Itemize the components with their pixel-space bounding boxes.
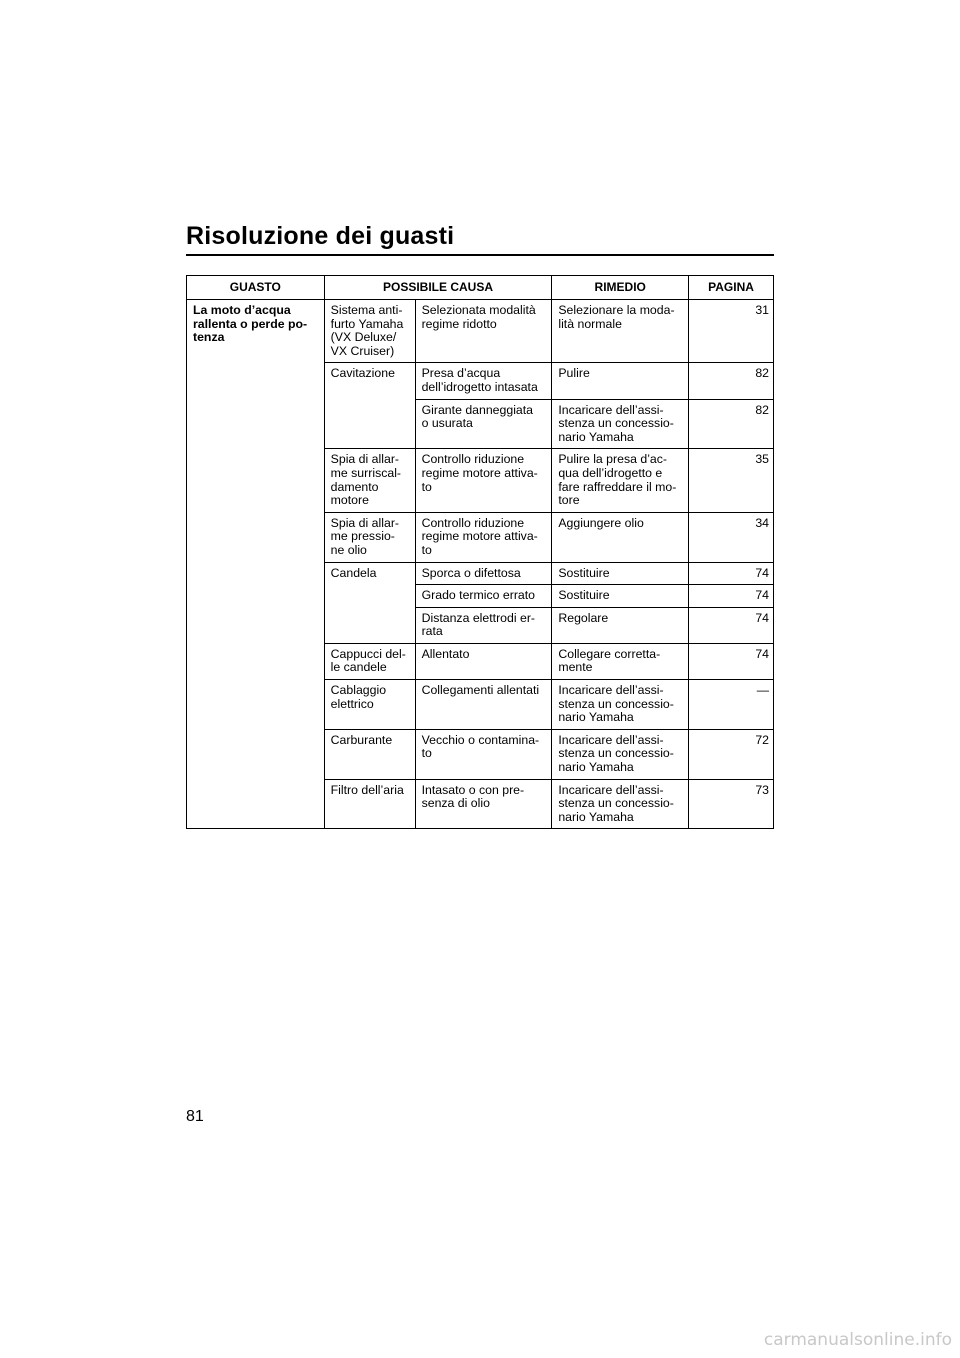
causa-cell: Candela — [324, 562, 415, 643]
header-guasto: GUASTO — [187, 276, 325, 300]
condizione-cell: Grado termico errato — [415, 585, 552, 608]
causa-cell: Sistema anti- furto Yamaha (VX Deluxe/ VX Cruiser) — [324, 300, 415, 363]
header-pagina: PAGINA — [689, 276, 774, 300]
pagina-cell: 35 — [689, 449, 774, 512]
pagina-cell: 31 — [689, 300, 774, 363]
pagina-cell: 74 — [689, 585, 774, 608]
condizione-cell: Sporca o difettosa — [415, 562, 552, 585]
pagina-cell: 82 — [689, 363, 774, 399]
causa-cell: Cappucci del- le candele — [324, 643, 415, 679]
condizione-cell: Distanza elettrodi er- rata — [415, 607, 552, 643]
condizione-cell: Selezionata modalità regime ridotto — [415, 300, 552, 363]
condizione-cell: Collegamenti allentati — [415, 680, 552, 730]
rimedio-cell: Incaricare dell’assi- stenza un concessio- nario Yamaha — [552, 399, 689, 449]
title-divider — [186, 254, 774, 256]
condizione-cell: Controllo riduzione regime motore attiva- to — [415, 449, 552, 512]
header-possibile-causa: POSSIBILE CAUSA — [324, 276, 552, 300]
causa-cell: Cablaggio elettrico — [324, 680, 415, 730]
guasto-cell: La moto d’acqua rallenta o perde po- tenza — [187, 300, 325, 829]
rimedio-cell: Incaricare dell’assi- stenza un concessio- nario Yamaha — [552, 729, 689, 779]
table-row — [187, 300, 774, 363]
table-header-row — [187, 276, 774, 300]
troubleshooting-table — [186, 275, 774, 829]
pagina-cell: 73 — [689, 779, 774, 829]
pagina-cell: 72 — [689, 729, 774, 779]
condizione-cell: Vecchio o contamina- to — [415, 729, 552, 779]
rimedio-cell: Collegare corretta- mente — [552, 643, 689, 679]
pagina-cell: 82 — [689, 399, 774, 449]
rimedio-cell: Sostituire — [552, 562, 689, 585]
causa-cell: Carburante — [324, 729, 415, 779]
causa-cell: Filtro dell’aria — [324, 779, 415, 829]
causa-cell: Spia di allar- me surriscal- damento motore — [324, 449, 415, 512]
pagina-cell: 74 — [689, 643, 774, 679]
rimedio-cell: Pulire la presa d’ac- qua dell’idrogetto e fare raffreddare il mo- tore — [552, 449, 689, 512]
rimedio-cell: Aggiungere olio — [552, 512, 689, 562]
condizione-cell: Controllo riduzione regime motore attiva- to — [415, 512, 552, 562]
condizione-cell: Girante danneggiata o usurata — [415, 399, 552, 449]
causa-cell: Spia di allar- me pressio- ne olio — [324, 512, 415, 562]
pagina-cell: 74 — [689, 562, 774, 585]
condizione-cell: Presa d’acqua dell’idrogetto intasata — [415, 363, 552, 399]
causa-cell: Cavitazione — [324, 363, 415, 449]
condizione-cell: Intasato o con pre- senza di olio — [415, 779, 552, 829]
pagina-cell: 74 — [689, 607, 774, 643]
page-title: Risoluzione dei guasti — [186, 222, 455, 250]
watermark: carmanualsonline.info — [763, 1330, 952, 1350]
rimedio-cell: Regolare — [552, 607, 689, 643]
header-rimedio: RIMEDIO — [552, 276, 689, 300]
rimedio-cell: Selezionare la moda- lità normale — [552, 300, 689, 363]
condizione-cell: Allentato — [415, 643, 552, 679]
page-number: 81 — [186, 1108, 204, 1125]
rimedio-cell: Pulire — [552, 363, 689, 399]
pagina-cell: 34 — [689, 512, 774, 562]
rimedio-cell: Incaricare dell’assi- stenza un concessio- nario Yamaha — [552, 680, 689, 730]
rimedio-cell: Incaricare dell’assi- stenza un concessio- nario Yamaha — [552, 779, 689, 829]
table-body — [187, 300, 774, 829]
pagina-cell: — — [689, 680, 774, 730]
rimedio-cell: Sostituire — [552, 585, 689, 608]
